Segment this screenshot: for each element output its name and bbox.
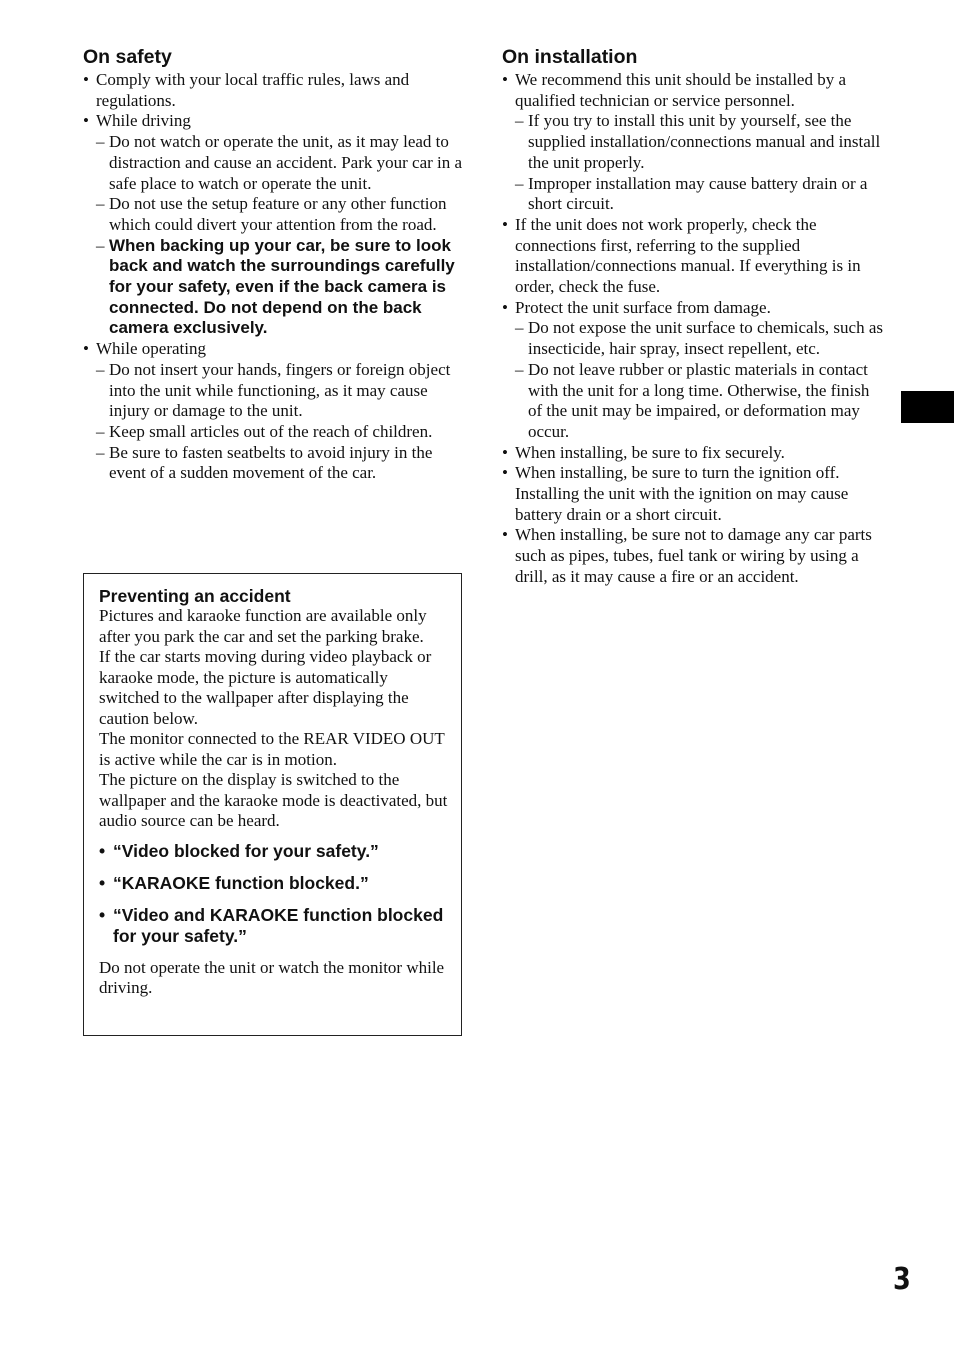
section-tab-marker <box>901 391 954 423</box>
list-item-text: Protect the unit surface from damage. <box>515 297 771 317</box>
caution-message-text: “KARAOKE function blocked.” <box>113 872 369 893</box>
on-safety-list <box>83 70 465 484</box>
caution-message <box>99 873 449 894</box>
bullet-mark: • <box>99 904 106 925</box>
list-item-text: While operating <box>96 339 206 359</box>
list-subitem <box>502 318 887 359</box>
list-item-text: Be sure to fasten seatbelts to avoid injury in the event of a sudden movement of the car. <box>109 442 433 483</box>
list-item <box>502 463 887 525</box>
bullet-mark: • <box>83 111 89 131</box>
list-subitem <box>502 111 887 173</box>
list-item-text: When installing, be sure not to damage any car parts such as pipes, tubes, fuel tank or wiring by using a drill, as it may cause a fire or an accident. <box>515 525 872 586</box>
list-subitem <box>83 194 465 235</box>
caution-message <box>99 841 449 862</box>
list-item-text: When installing, be sure to turn the ignition off. Installing the unit with the ignition on may cause battery drain or a short circuit. <box>515 463 849 524</box>
on-safety-heading: On safety <box>83 46 172 68</box>
list-item-text: We recommend this unit should be installed by a qualified technician or service personnel. <box>515 70 847 110</box>
bullet-mark: • <box>99 872 106 893</box>
list-item-text: While driving <box>96 111 191 131</box>
box-paragraph: Pictures and karaoke function are available only after you park the car and set the parking brake. <box>99 606 427 646</box>
list-item-text: Keep small articles out of the reach of children. <box>109 421 433 441</box>
bullet-mark: • <box>502 442 508 462</box>
list-item-text: Comply with your local traffic rules, laws and regulations. <box>96 70 410 110</box>
box-closing-note: Do not operate the unit or watch the monitor while driving. <box>99 957 445 997</box>
list-subitem <box>83 132 465 194</box>
bullet-mark: • <box>99 840 106 861</box>
list-item-text: Do not expose the unit surface to chemicals, such as insecticide, hair spray, insect repellent, etc. <box>528 318 884 359</box>
list-subitem <box>83 422 465 443</box>
list-item-text: When installing, be sure to fix securely. <box>515 442 785 462</box>
caution-message-text: “Video blocked for your safety.” <box>113 840 379 861</box>
dash-mark: – <box>515 359 524 379</box>
on-installation-section <box>502 45 887 588</box>
bullet-mark: • <box>502 525 508 545</box>
box-heading: Preventing an accident <box>99 586 291 606</box>
list-item <box>502 443 887 464</box>
list-item-text: If you try to install this unit by yourself, see the supplied installation/connections manual and install the unit properly. <box>528 111 881 172</box>
dash-mark: – <box>515 318 524 338</box>
dash-mark: – <box>96 132 105 152</box>
warning-text: When backing up your car, be sure to look back and watch the surroundings carefully for your safety, even if the back camera is connected. Do not depend on the back camera exclusively. <box>109 235 455 338</box>
dash-mark: – <box>96 421 105 441</box>
preventing-accident-box <box>83 573 462 1036</box>
list-subitem <box>83 360 465 422</box>
dash-mark: – <box>96 235 105 255</box>
dash-mark: – <box>515 173 524 193</box>
caution-message <box>99 905 449 947</box>
on-installation-heading: On installation <box>502 46 638 68</box>
list-item <box>502 70 887 111</box>
list-subitem <box>83 443 465 484</box>
caution-message-list <box>99 841 449 947</box>
caution-message-text: “Video and KARAOKE function blocked for your safety.” <box>113 904 444 946</box>
list-item-text: Do not use the setup feature or any other function which could divert your attention from the road. <box>109 194 447 234</box>
list-subitem <box>502 360 887 443</box>
list-item <box>83 339 465 360</box>
bullet-mark: • <box>502 70 508 89</box>
list-item <box>83 111 465 132</box>
on-safety-section <box>83 45 465 484</box>
list-subitem <box>502 174 887 215</box>
dash-mark: – <box>96 194 105 214</box>
list-item <box>502 215 887 298</box>
list-item-text: If the unit does not work properly, check the connections first, referring to the supplied installation/connections manual. If everything is in order, check the fuse. <box>515 214 861 297</box>
bullet-mark: • <box>83 339 89 359</box>
box-paragraph: If the car starts moving during video playback or karaoke mode, the picture is automatically switched to the wallpaper after displaying the caution below. <box>99 647 432 728</box>
list-subitem-warning <box>83 236 465 340</box>
list-item-text: Do not leave rubber or plastic materials in contact with the unit for a long time. Otherwise, the finish of the unit may be impaired, or deformation may occur. <box>528 359 870 441</box>
bullet-mark: • <box>502 214 508 234</box>
dash-mark: – <box>96 442 105 462</box>
dash-mark: – <box>515 111 524 131</box>
page-number: 3 <box>893 1262 911 1297</box>
on-installation-list <box>502 70 887 588</box>
bullet-mark: • <box>502 463 508 483</box>
list-item <box>502 298 887 319</box>
box-paragraph: The picture on the display is switched to the wallpaper and the karaoke mode is deactivated, but audio source can be heard. <box>99 770 448 830</box>
list-item-text: Improper installation may cause battery drain or a short circuit. <box>528 173 868 214</box>
dash-mark: – <box>96 359 105 379</box>
list-item-text: Do not insert your hands, fingers or foreign object into the unit while functioning, as it may cause injury or damage to the unit. <box>109 359 451 421</box>
box-paragraph: The monitor connected to the REAR VIDEO OUT is active while the car is in motion. <box>99 729 445 769</box>
list-item <box>502 525 887 587</box>
bullet-mark: • <box>83 70 89 89</box>
bullet-mark: • <box>502 297 508 317</box>
list-item-text: Do not watch or operate the unit, as it may lead to distraction and cause an accident. Park your car in a safe place to watch or operate the unit. <box>109 132 463 193</box>
list-item <box>83 70 465 111</box>
